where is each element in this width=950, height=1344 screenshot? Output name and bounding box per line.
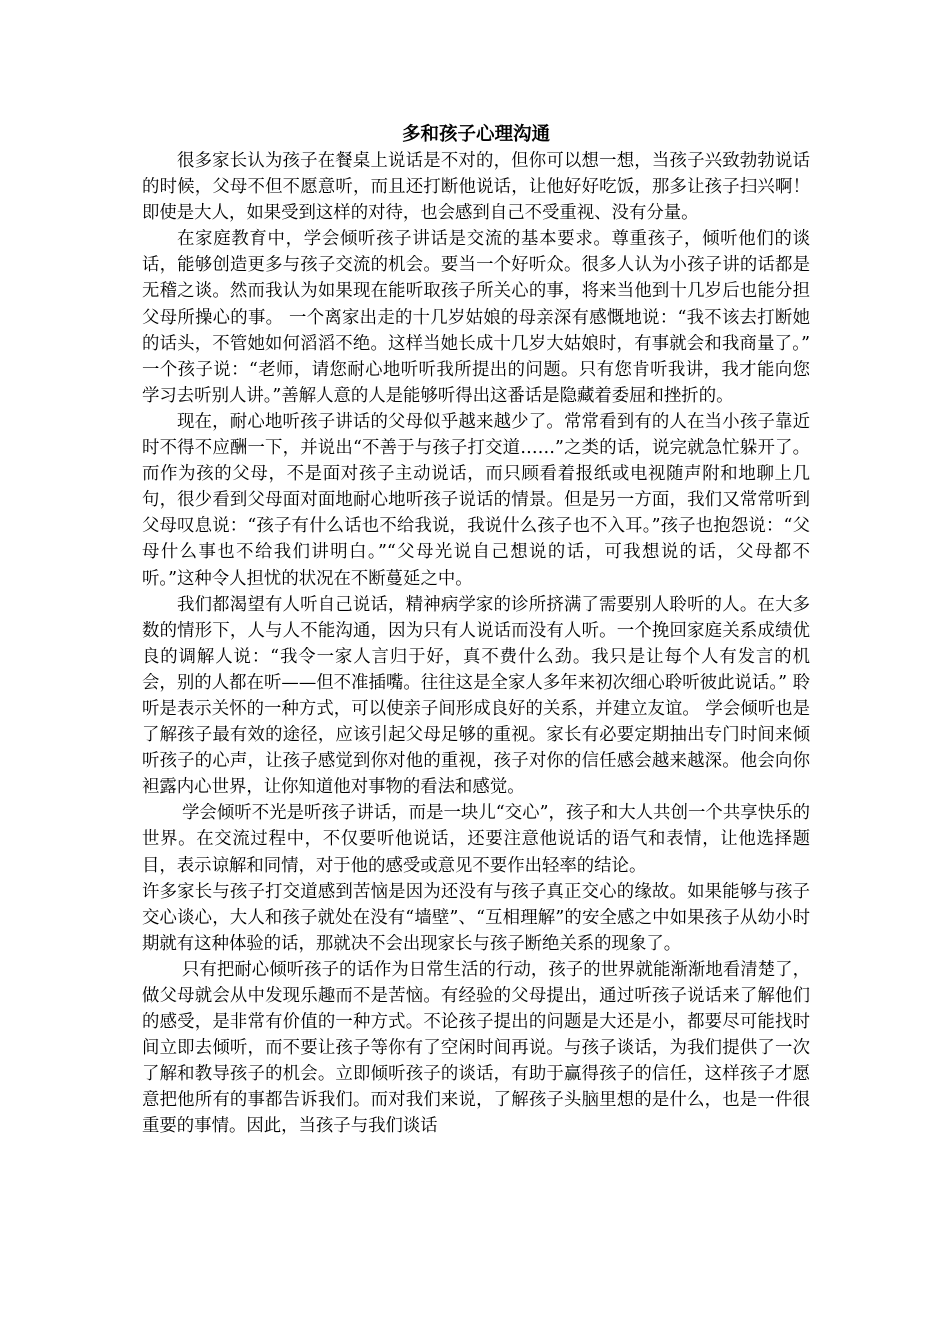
paragraph-2: 在家庭教育中，学会倾听孩子讲话是交流的基本要求。尊重孩子，倾听他们的谈话，能够创造更多与孩子交流的机会。要当一个好听众。很多人认为小孩子讲的话都是无稽之谈。然而我认为如果现在能听取孩子所关心的事，将来当他到十几岁后也能分担父母所操心的事。 一个离家出走的十几岁姑娘的母亲深有感慨地说：“我不该去打断她的话头，不管她如何滔滔不绝。这样当她长成十几岁大姑娘时，有事就会和我商量了。” 一个孩子说：“老师，请您耐心地听听我所提出的问题。只有您肯听我讲，我才能向您学习去听别人讲。”善解人意的人是能够听得出这番话是隐藏着委屈和挫折的。 <box>142 229 810 406</box>
paragraph-3: 现在，耐心地听孩子讲话的父母似乎越来越少了。常常看到有的人在当小孩子靠近时不得不应酬一下，并说出“不善于与孩子打交道……”之类的话，说完就急忙躲开了。而作为孩的父母，不是面对孩子主动说话，而只顾看着报纸或电视随声附和地聊上几句，很少看到父母面对面地耐心地听孩子说话的情景。但是另一方面，我们又常常听到父母叹息说：“孩子有什么话也不给我说，我说什么孩子也不入耳。”孩子也抱怨说：“父母什么事也不给我们讲明白。”“父母光说自己想说的话，可我想说的话，父母都不听。”这种令人担忧的状况在不断蔓延之中。 <box>142 411 810 589</box>
paragraph-1: 很多家长认为孩子在餐桌上说话是不对的，但你可以想一想，当孩子兴致勃勃说话的时候，父母不但不愿意听，而且还打断他说话，让他好好吃饭，那多让孩子扫兴啊！即使是大人，如果受到这样的对待，也会感到自己不受重视、没有分量。 <box>142 151 810 224</box>
paragraph-6: 许多家长与孩子打交道感到苦恼是因为还没有与孩子真正交心的缘故。如果能够与孩子交心谈心，大人和孩子就处在没有“墙壁”、“互相理解”的安全感之中如果孩子从幼小时期就有这种体验的话，那就决不会出现家长与孩子断绝关系的现象了。 <box>142 881 810 954</box>
paragraph-4: 我们都渴望有人听自己说话，精神病学家的诊所挤满了需要别人聆听的人。在大多数的情形下，人与人不能沟通，因为只有人说话而没有人听。一个挽回家庭关系成绩优良的调解人说：“我令一家人言归于好，真不费什么劲。我只是让每个人有发言的机会，别的人都在听——但不准插嘴。往往这是全家人多年来初次细心聆听彼此说话。” 聆听是表示关怀的一种方式，可以使亲子间形成良好的关系，并建立友谊。 学会倾听也是了解孩子最有效的途径，应该引起父母足够的重视。家长有必要定期抽出专门时间来倾听孩子的心声，让孩子感觉到你对他的重视，孩子对你的信任感会越来越深。他会向你袒露内心世界，让你知道他对事物的看法和感觉。 <box>142 594 810 798</box>
document-title: 多和孩子心理沟通 <box>401 124 550 145</box>
document-page <box>142 122 810 1140</box>
paragraph-5: 学会倾听不光是听孩子讲话，而是一块儿“交心”，孩子和大人共创一个共享快乐的世界。在交流过程中，不仅要听他说话，还要注意他说话的语气和表情，让他选择题目，表示谅解和同情，对于他的感受或意见不要作出轻率的结论。 <box>142 803 810 876</box>
paragraph-7: 只有把耐心倾听孩子的话作为日常生活的行动，孩子的世界就能渐渐地看清楚了，做父母就会从中发现乐趣而不是苦恼。有经验的父母提出，通过听孩子说话来了解他们的感受，是非常有价值的一种方式。不论孩子提出的问题是大还是小，都要尽可能找时间立即去倾听，而不要让孩子等你有了空闲时间再说。与孩子谈话，为我们提供了一次了解和教导孩子的机会。立即倾听孩子的谈话，有助于赢得孩子的信任，这样孩子才愿意把他所有的事都告诉我们。而对我们来说，了解孩子头脑里想的是什么，也是一件很重要的事情。因此，当孩子与我们谈话 <box>142 959 810 1137</box>
